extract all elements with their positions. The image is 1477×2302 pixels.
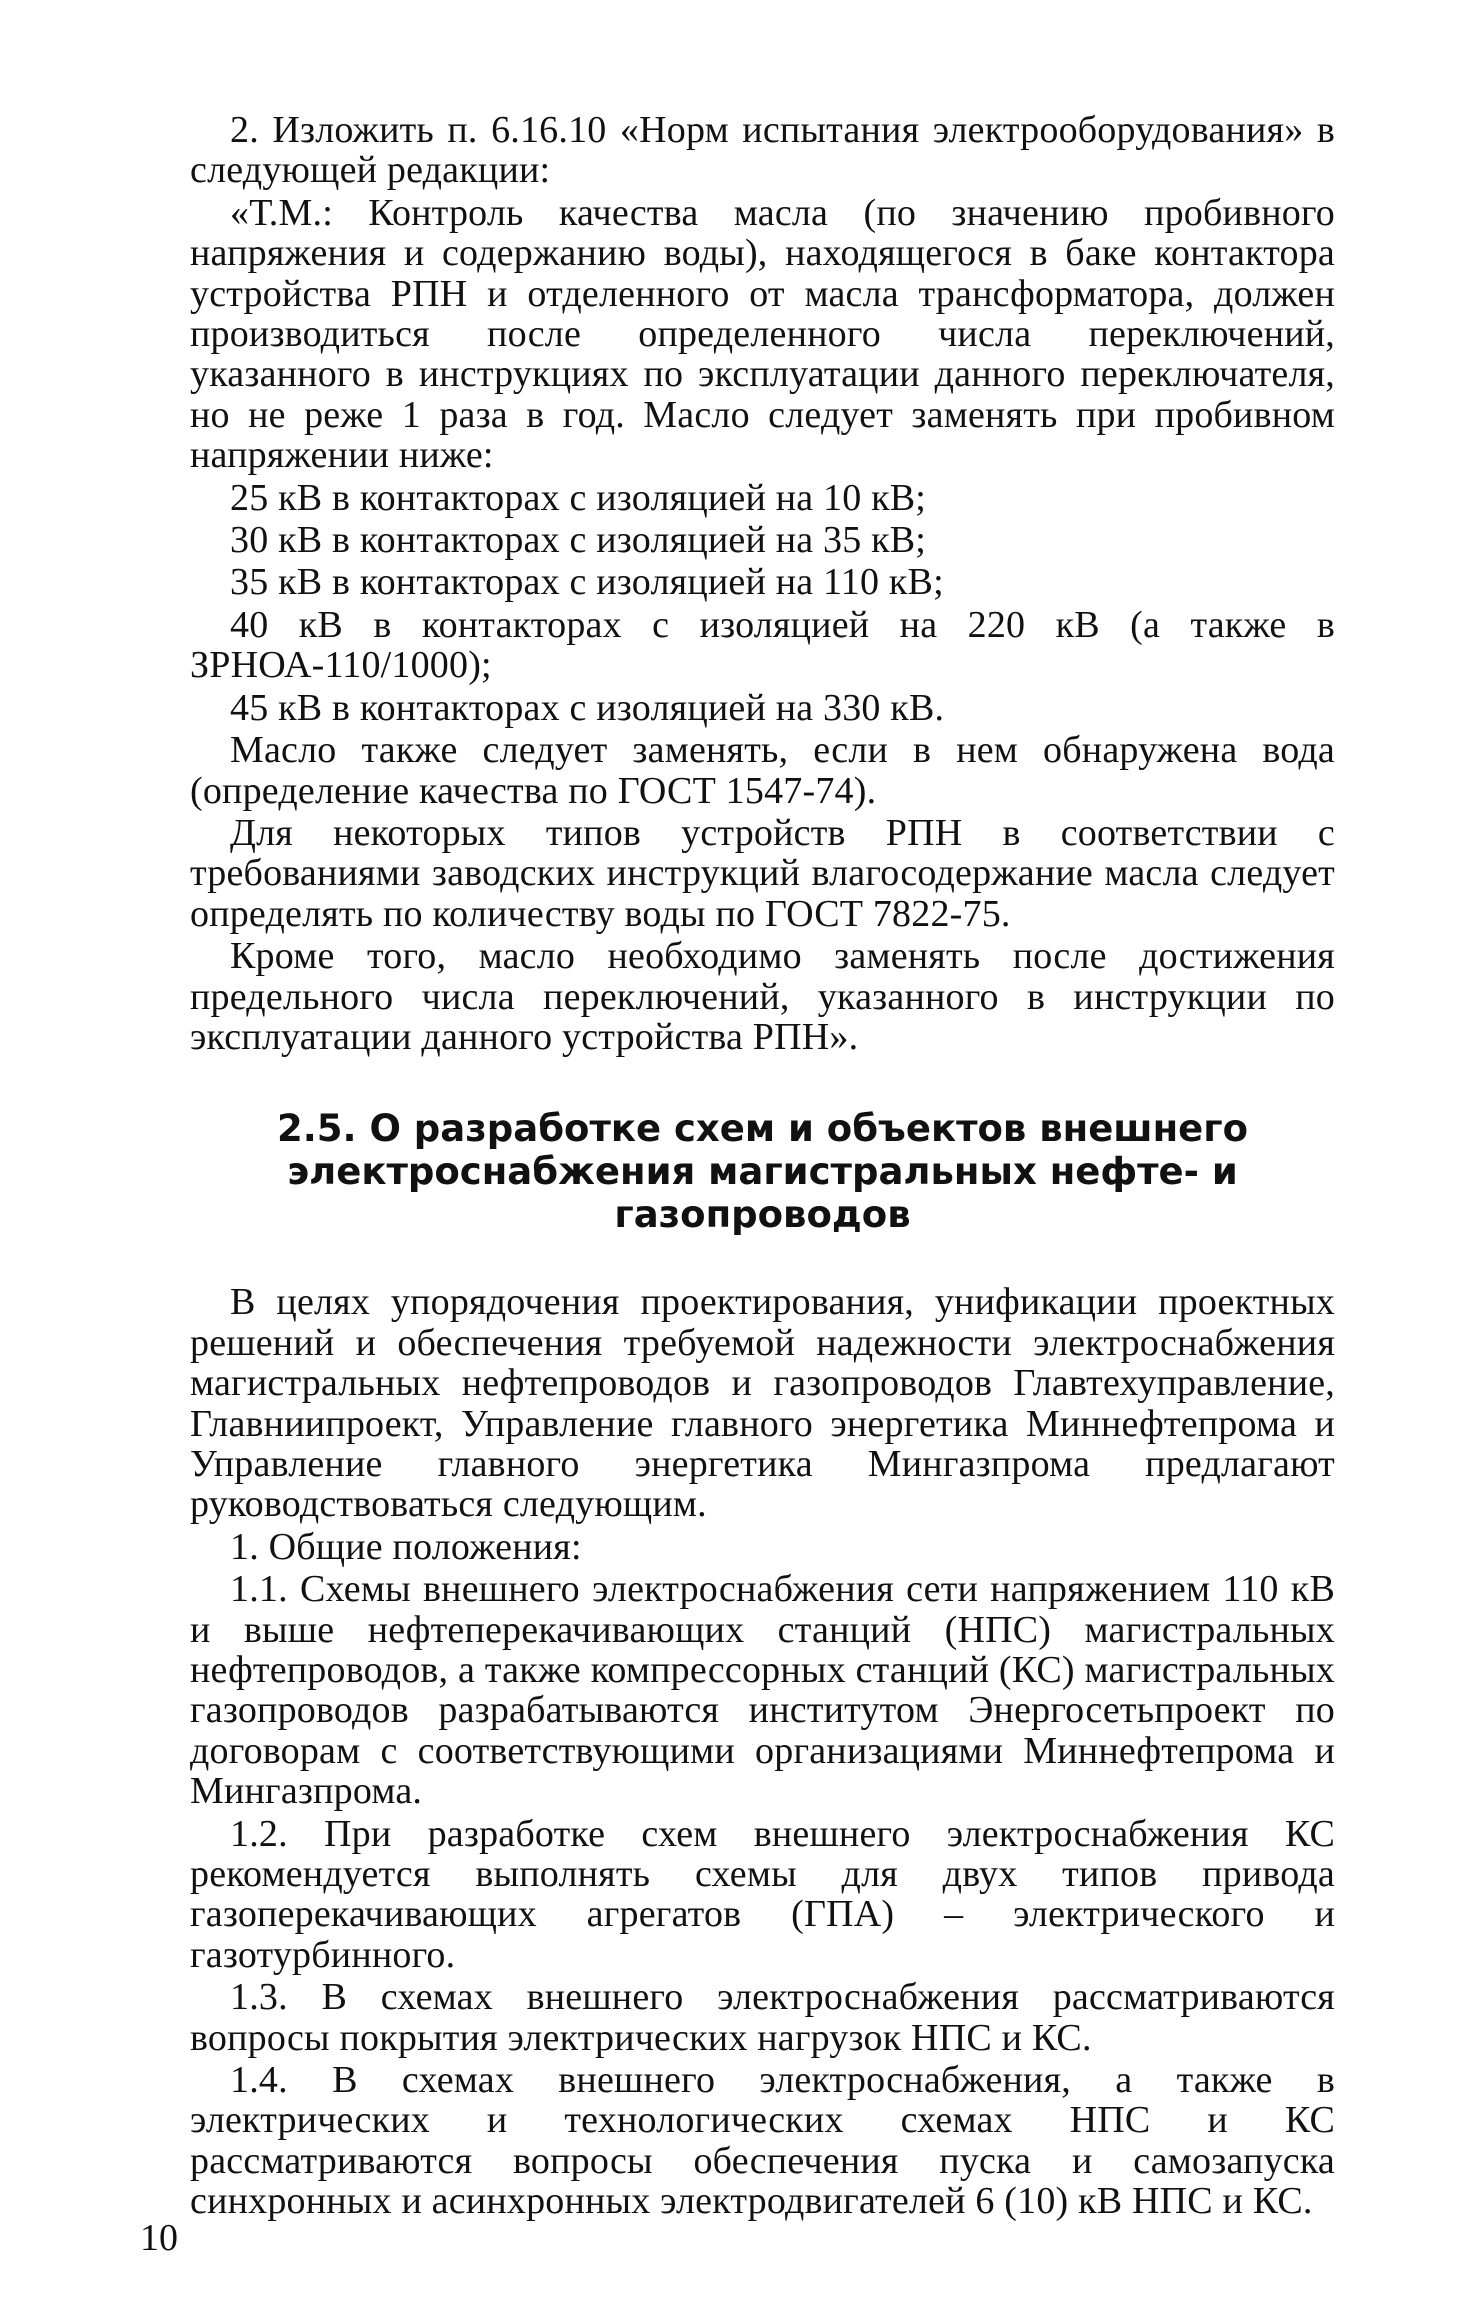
section-heading-line-1: 2.5. О разработке схем и объектов внешнего <box>276 1107 1249 1151</box>
paragraph-1-2: 1.2. При разработке схем внешнего электроснабжения КС рекомендуется выполнять схемы для двух типов привода газоперекачивающих агрегатов (ГПА) – электрического и газотурбинного. <box>190 1812 1335 1976</box>
list-item-35kv: 35 кВ в контакторах с изоляцией на 110 кВ; <box>230 561 944 604</box>
paragraph-1-3: 1.3. В схемах внешнего электроснабжения рассматриваются вопросы покрытия электрических нагрузок НПС и КС. <box>190 1976 1335 2059</box>
paragraph-moisture: Для некоторых типов устройств РПН в соответствии с требованиями заводских инструкций влагосодержание масла следует определять по количеству воды по ГОСТ 7822-75. <box>190 811 1335 935</box>
paragraph-tm-quote: «Т.М.: Контроль качества масла (по значению пробивного напряжения и содержанию воды), находящегося в баке контактора устройства РПН и отделенного от масла трансформатора, должен производиться после определенного числа переключений, указанного в инструкциях по эксплуатации данного переключателя, но не реже 1 раза в год. Масло следует заменять при пробивном напряжении ниже: <box>190 191 1335 477</box>
paragraph-1-4: 1.4. В схемах внешнего электроснабжения, а также в электрических и технологических схемах НПС и КС рассматриваются вопросы обеспечения пуска и самозапуска синхронных и асинхронных электродвигателей 6 (10) кВ НПС и КС. <box>190 2059 1335 2223</box>
list-item-25kv: 25 кВ в контакторах с изоляцией на 10 кВ; <box>230 476 927 519</box>
section-heading <box>210 1107 1315 1236</box>
paragraph-water: Масло также следует заменять, если в нем обнаружена вода (определение качества по ГОСТ 1547-74). <box>190 729 1335 812</box>
list-item-45kv: 45 кВ в контакторах с изоляцией на 330 кВ. <box>230 686 945 729</box>
paragraph-switch-limit: Кроме того, масло необходимо заменять после достижения предельного числа переключений, указанного в инструкции по эксплуатации данного устройства РПН». <box>190 935 1335 1058</box>
document-page <box>190 110 1335 2224</box>
list-item-30kv: 30 кВ в контакторах с изоляцией на 35 кВ; <box>230 519 927 562</box>
paragraph-general: 1. Общие положения: <box>230 1525 582 1568</box>
paragraph-item-2: 2. Изложить п. 6.16.10 «Норм испытания электрооборудования» в следующей редакции: <box>190 109 1335 192</box>
page-number: 10 <box>140 2217 178 2259</box>
paragraph-1-1: 1.1. Схемы внешнего электроснабжения сети напряжением 110 кВ и выше нефтеперекачивающих станций (НПС) магистральных нефтепроводов, а также компрессорных станций (КС) магистральных газопроводов разрабатываются институтом Энергосетьпроект по договорам с соответствующими организациями Миннефтепрома и Мингазпрома. <box>190 1568 1335 1813</box>
list-item-40kv: 40 кВ в контакторах с изоляцией на 220 кВ (а также в ЗРНОА-110/1000); <box>190 603 1335 687</box>
paragraph-intro: В целях упорядочения проектирования, унификации проектных решений и обеспечения требуемой надежности электроснабжения магистральных нефтепроводов и газопроводов Главтехуправление, Главниипроект, Управление главного энергетика Миннефтепрома и Управление главного энергетика Мингазпрома предлагают руководствоваться следующим. <box>190 1281 1335 1526</box>
section-heading-line-2: электроснабжения магистральных нефте- и <box>287 1150 1238 1194</box>
section-heading-line-3: газопроводов <box>614 1193 911 1237</box>
